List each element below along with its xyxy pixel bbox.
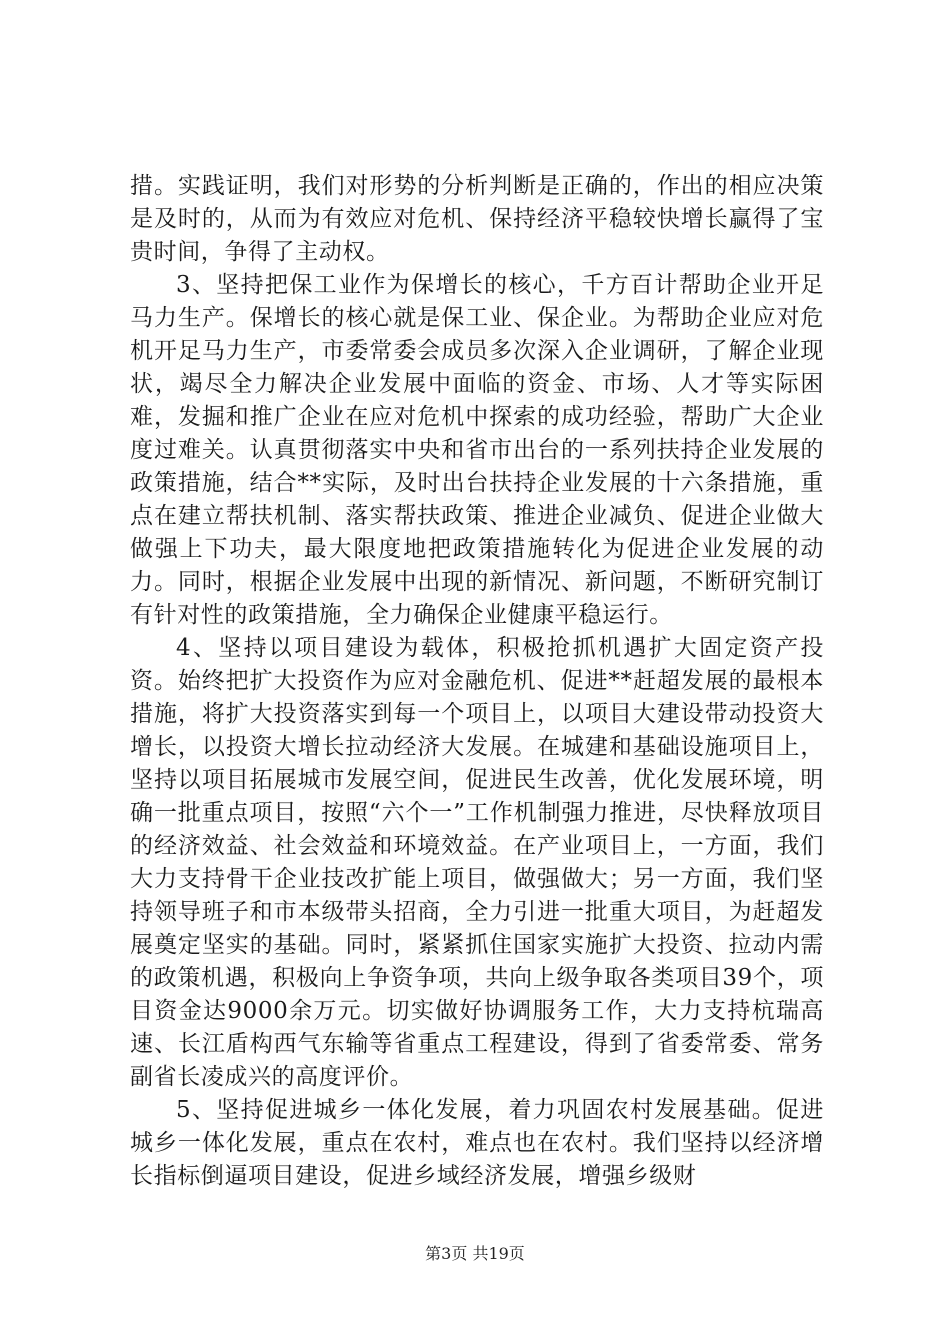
page-number-footer: 第3页 共19页 [425, 1244, 525, 1263]
paragraph-item-4: 4、坚持以项目建设为载体，积极抢抓机遇扩大固定资产投资。始终把扩大投资作为应对金融危机、促进**赶超发展的最根本措施，将扩大投资落实到每一个项目上，以项目大建设带动投资大增长，以投资大增长拉动经济大发展。在城建和基础设施项目上，坚持以项目拓展城市发展空间，促进民生改善，优化发展环境，明确一批重点项目，按照“六个一”工作机制强力推进，尽快释放项目的经济效益、社会效益和环境效益。在产业项目上，一方面，我们大力支持骨干企业技改扩能上项目，做强做大；另一方面，我们坚持领导班子和市本级带头招商，全力引进一批重大项目，为赶超发展奠定坚实的基础。同时，紧紧抓住国家实施扩大投资、拉动内需的政策机遇，积极向上争资争项，共向上级争取各类项目39个，项目资金达9000余万元。切实做好协调服务工作，大力支持杭瑞高速、长江盾构西气东输等省重点工程建设，得到了省委常委、常务副省长凌成兴的高度评价。 [130, 635, 824, 1090]
paragraph-item-3: 3、坚持把保工业作为保增长的核心，千方百计帮助企业开足马力生产。保增长的核心就是保工业、保企业。为帮助企业应对危机开足马力生产，市委常委会成员多次深入企业调研，了解企业现状，竭尽全力解决企业发展中面临的资金、市场、人才等实际困难，发掘和推广企业在应对危机中探索的成功经验，帮助广大企业度过难关。认真贯彻落实中央和省市出台的一系列扶持企业发展的政策措施，结合**实际，及时出台扶持企业发展的十六条措施，重点在建立帮扶机制、落实帮扶政策、推进企业减负、促进企业做大做强上下功夫，最大限度地把政策措施转化为促进企业发展的动力。同时，根据企业发展中出现的新情况、新问题，不断研究制订有针对性的政策措施，全力确保企业健康平稳运行。 [130, 272, 824, 628]
body-text [130, 170, 824, 1193]
paragraph-item-5: 5、坚持促进城乡一体化发展，着力巩固农村发展基础。促进城乡一体化发展，重点在农村，难点也在农村。我们坚持以经济增长指标倒逼项目建设，促进乡域经济发展，增强乡级财 [130, 1097, 824, 1189]
paragraph-continuation: 措。实践证明，我们对形势的分析判断是正确的，作出的相应决策是及时的，从而为有效应对危机、保持经济平稳较快增长赢得了宝贵时间，争得了主动权。 [130, 173, 824, 265]
